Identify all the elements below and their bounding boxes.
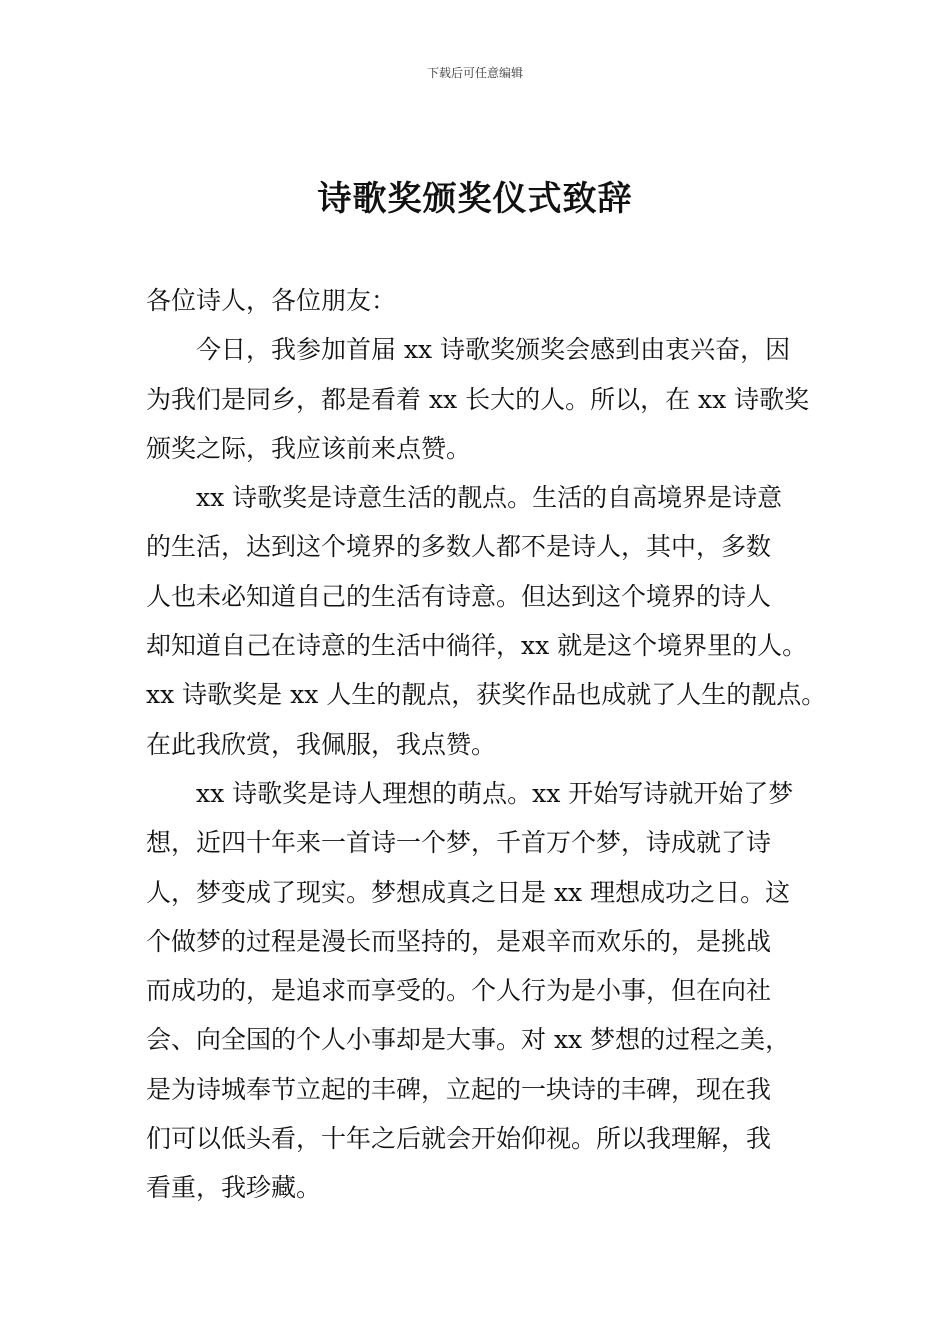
document-title: 诗歌奖颁奖仪式致辞 [317, 179, 633, 219]
paragraph-line: 颁奖之际，我应该前来点赞。 [146, 433, 472, 463]
salutation: 各位诗人，各位朋友： [146, 286, 397, 315]
paragraph-line: xx 诗歌奖是 xx 人生的靓点，获奖作品也成就了人生的靓点。 [146, 680, 827, 710]
paragraph-3 [146, 769, 826, 1213]
paragraph-line: 却知道自己在诗意的生活中徜徉，xx 就是这个境界里的人。 [146, 631, 808, 661]
paragraph-line: 想，近四十年来一首诗一个梦，千首万个梦，诗成就了诗 [146, 828, 772, 858]
paragraph-line: 的生活，达到这个境界的多数人都不是诗人，其中，多数 [146, 532, 772, 562]
header-note: 下载后可任意编辑 [426, 66, 523, 80]
paragraph-line: 人，梦变成了现实。梦想成真之日是 xx 理想成功之日。这 [146, 877, 791, 907]
paragraph-line: 会、向全国的个人小事却是大事。对 xx 梦想的过程之美， [146, 1025, 791, 1055]
paragraph-line: 为我们是同乡，都是看着 xx 长大的人。所以，在 xx 诗歌奖 [146, 384, 810, 414]
paragraph-line: xx 诗歌奖是诗人理想的萌点。xx 开始写诗就开始了梦 [196, 778, 794, 808]
paragraph-line: 在此我欣赏，我佩服，我点赞。 [146, 729, 497, 759]
paragraph-line: 看重，我珍藏。 [146, 1173, 322, 1203]
paragraph-1 [146, 325, 826, 473]
paragraph-line: 而成功的，是追求而享受的。个人行为是小事，但在向社 [146, 976, 772, 1006]
paragraph-line: 个做梦的过程是漫长而坚持的，是艰辛而欢乐的，是挑战 [146, 926, 772, 956]
paragraph-line: xx 诗歌奖是诗意生活的靓点。生活的自高境界是诗意 [196, 483, 783, 513]
paragraph-line: 是为诗城奉节立起的丰碑，立起的一块诗的丰碑，现在我 [146, 1074, 772, 1104]
document-body [146, 276, 826, 1213]
paragraph-line: 们可以低头看，十年之后就会开始仰视。所以我理解，我 [146, 1124, 772, 1154]
paragraph-line: 今日，我参加首届 xx 诗歌奖颁奖会感到由衷兴奋，因 [196, 335, 791, 365]
paragraph-2 [146, 473, 826, 769]
paragraph-line: 人也未必知道自己的生活有诗意。但达到这个境界的诗人 [146, 581, 772, 611]
